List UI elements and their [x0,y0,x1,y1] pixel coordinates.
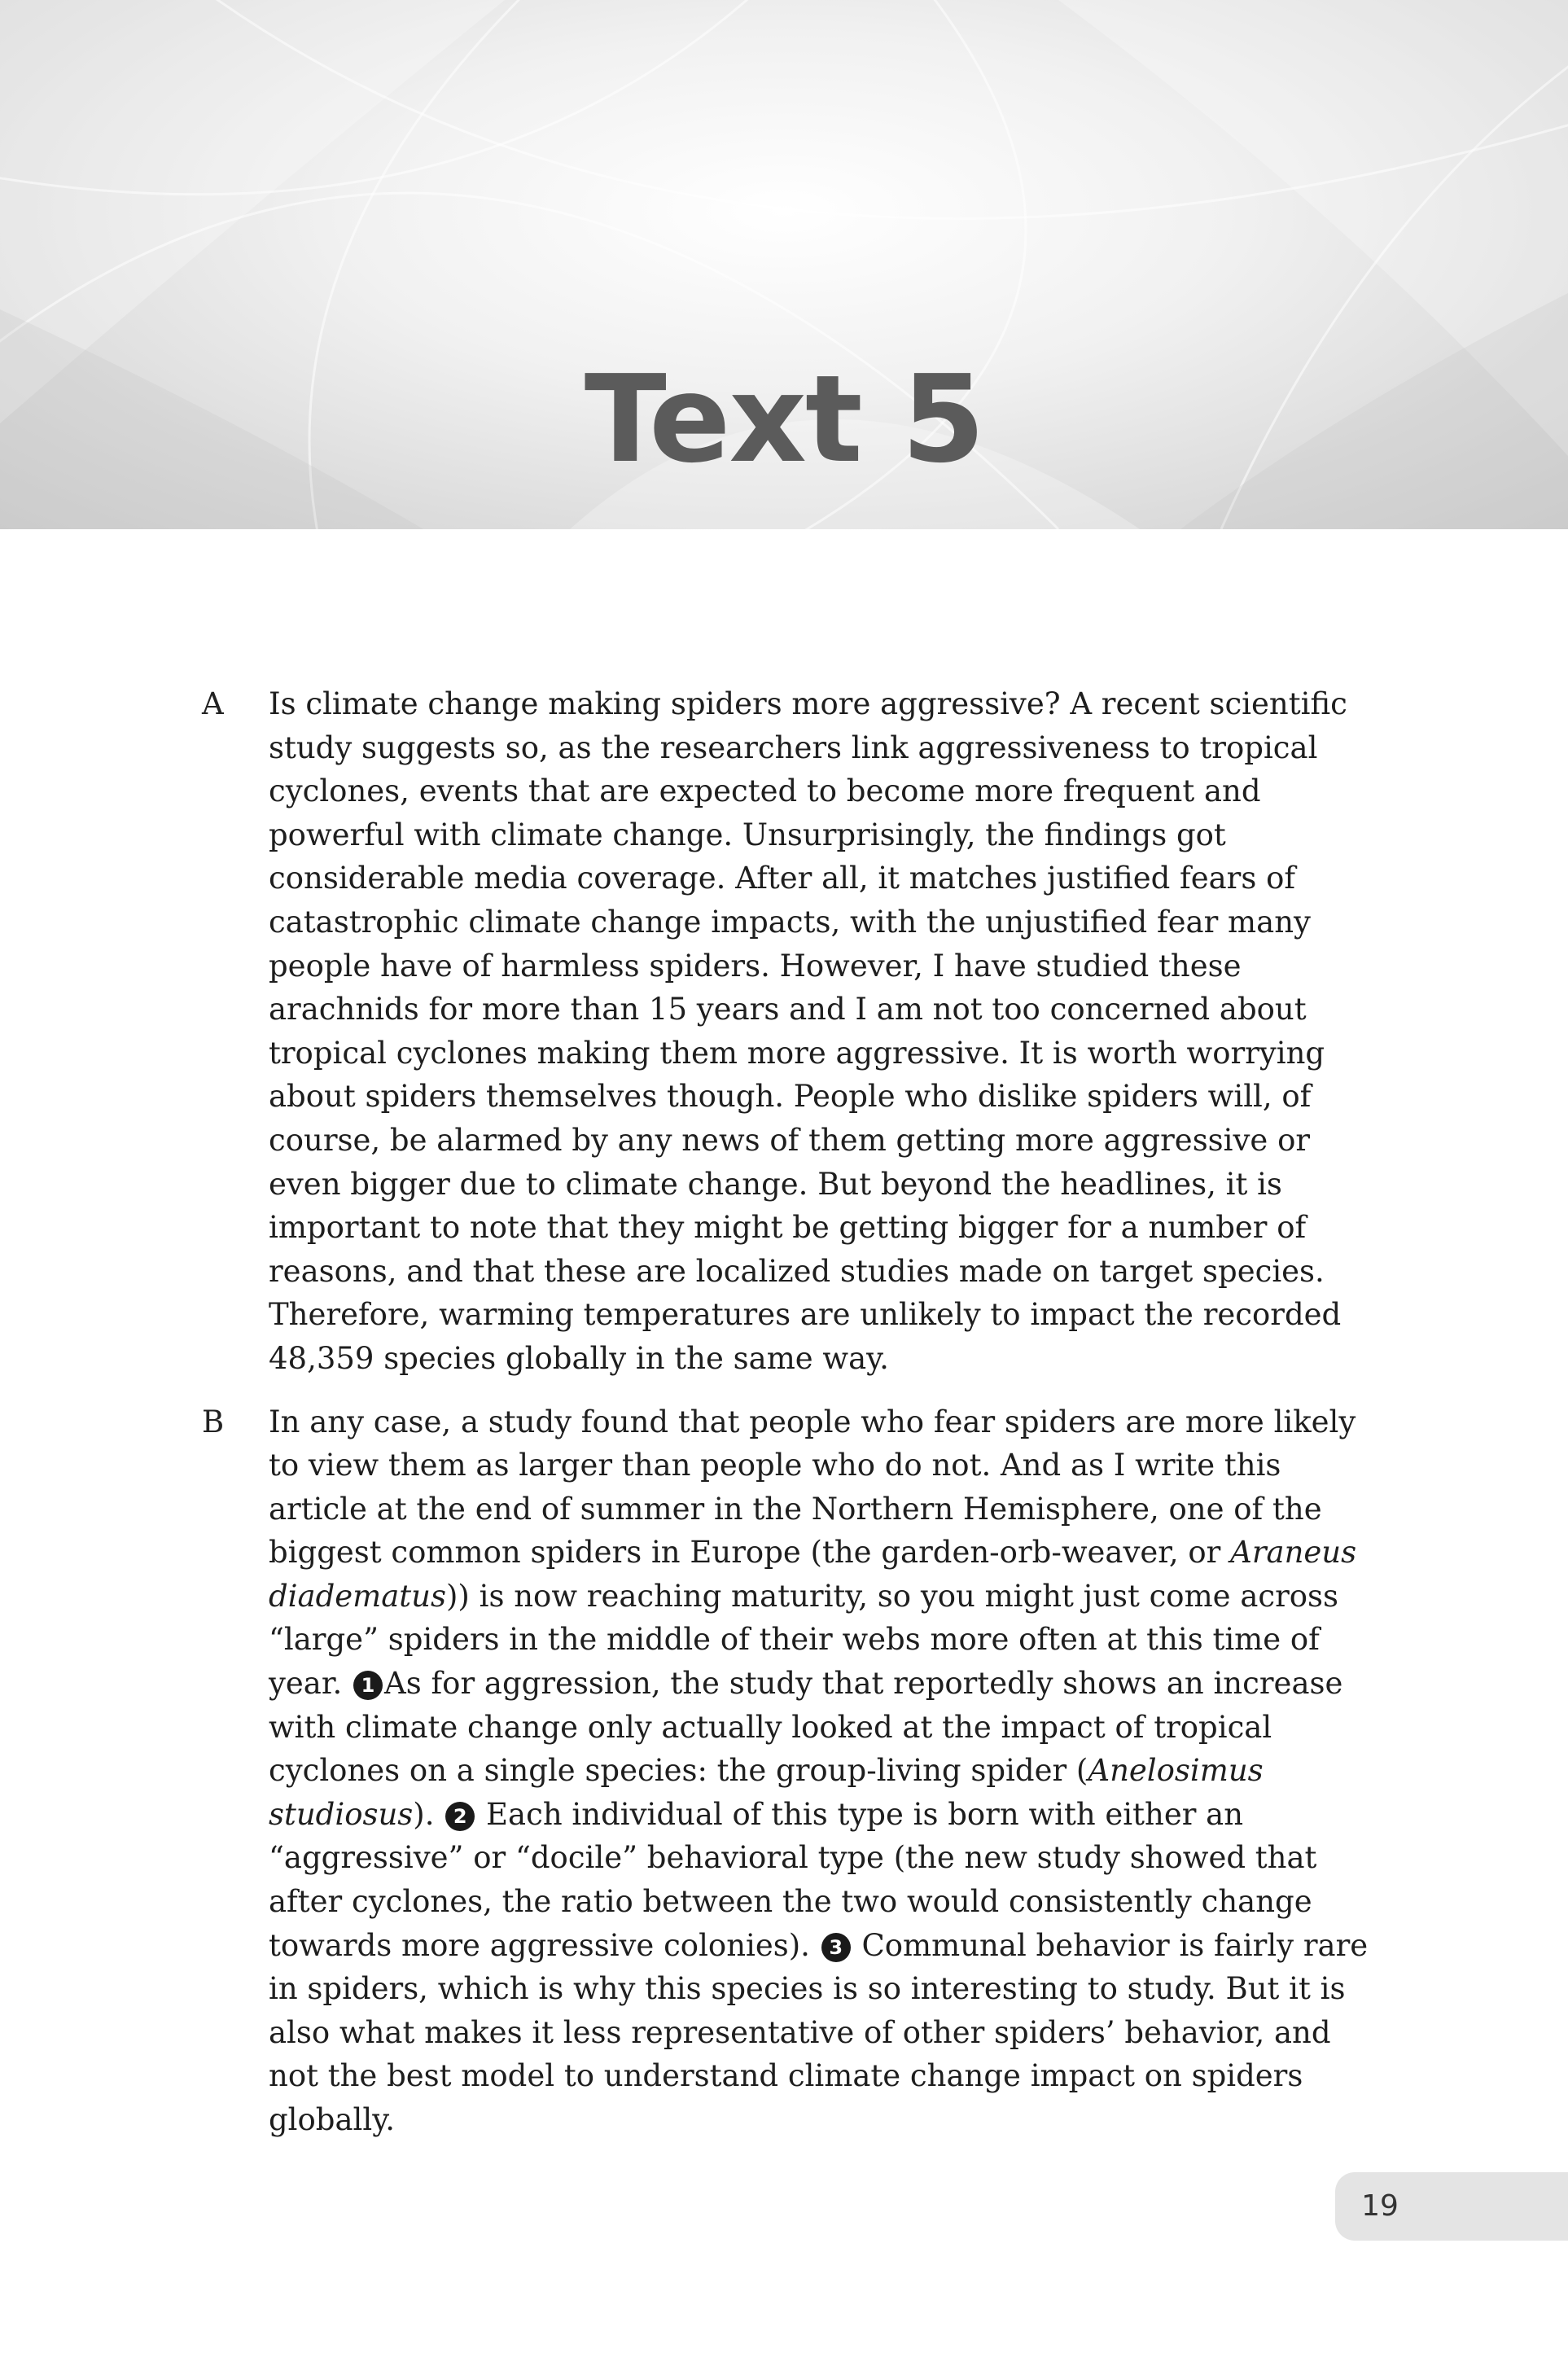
species-name: Araneus diadematus [269,1535,1357,1614]
species-name: Anelosimus studiosus [269,1753,1264,1832]
text-run: As for aggression, the study that reportedly shows an increase with climate change only actually looked at the impact of tropical cyclones on a single species: the group-living spider ( [269,1666,1343,1789]
text-run: Each individual of this type is born with either an “aggressive” or “docile” behavioral type (the new study showed that after cyclones, the ratio between the two would consistently change towards more aggressive colonies). [269,1796,1317,1963]
page-title: Text 5 [584,349,984,489]
section-body: Is climate change making spiders more aggressive? A recent scientific study suggests so, as the researchers link aggressiveness to tropical cyclones, events that are expected to become more frequent and powerful with climate change. Unsurprisingly, the findings got considerable media coverage. After all, it matches justified fears of catastrophic climate change impacts, with the unjustified fear many people have of harmless spiders. However, I have studied these arachnids for more than 15 years and I am not too concerned about tropical cyclones making them more aggressive. It is worth worrying about spiders themselves though. People who dislike spiders will, of course, be alarmed by any news of them getting more aggressive or even bigger due to climate change. But beyond the headlines, it is important to note that they might be getting bigger for a number of reasons, and that these are localized studies made on target species. Therefore, warming temperatures are unlikely to impact the recorded 48,359 species globally in the same way. [269,686,1347,1376]
question-marker-2: 2 [445,1802,475,1831]
text-run: In any case, a study found that people who fear spiders are more likely to view them as larger than people who do not. And as I write this article at the end of summer in the Northern Hemisphere, one of the biggest common spiders in Europe (the garden-orb-weaver, or [269,1404,1356,1571]
section-a [202,682,1374,1381]
section-body [269,1400,1374,2142]
section-letter: B [202,1404,225,1439]
text-run: Communal behavior is fairly rare in spiders, which is why this species is so interesting to study. But it is also what makes it less representative of other spiders’ behavior, and not the best model to understand climate change impact on spiders globally. [269,1927,1369,2137]
page-number: 19 [1361,2189,1399,2223]
header-banner [0,0,1568,529]
page-number-tab [1335,2172,1568,2241]
question-marker-3: 3 [821,1933,851,1962]
section-b [202,1400,1374,2142]
article [202,682,1374,2142]
text-run: ). [413,1796,445,1832]
section-letter: A [202,686,224,721]
question-marker-1: 1 [353,1671,383,1700]
text-run: )) is now reaching maturity, so you might just come across “large” spiders in the middle of their webs more often at this time of year. [269,1578,1339,1702]
